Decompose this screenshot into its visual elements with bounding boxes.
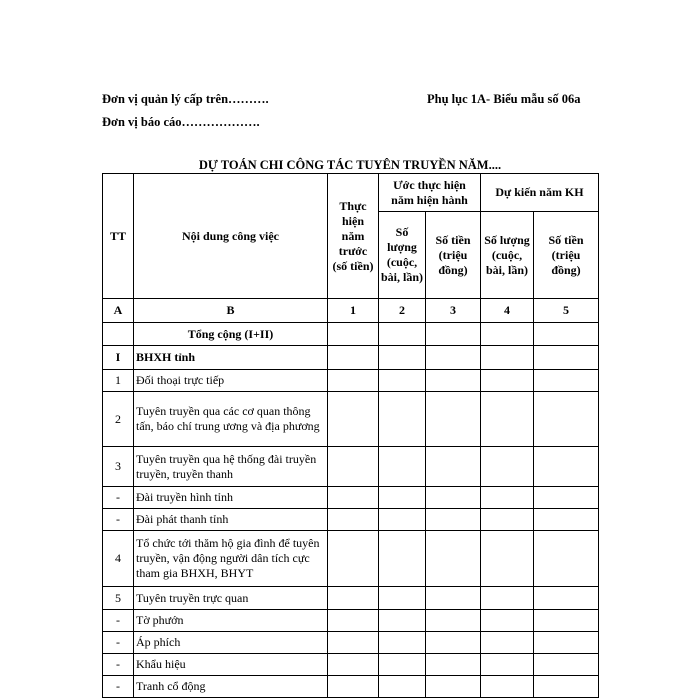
value-cell [534,509,599,531]
index-cell: B [134,299,328,323]
table-row [103,654,599,676]
value-cell [328,654,379,676]
row-tt-cell: 2 [103,392,134,447]
value-cell [481,370,534,392]
index-cell: 3 [426,299,481,323]
value-cell [426,610,481,632]
value-cell [379,447,426,487]
row-tt-cell: 3 [103,447,134,487]
table-row [103,632,599,654]
table-row [103,509,599,531]
value-cell [481,610,534,632]
value-cell [481,654,534,676]
col-header-money: Số tiền (triệu đồng) [426,212,481,299]
total-label: Tổng cộng (I+II) [134,323,328,346]
value-cell [379,610,426,632]
value-cell [481,531,534,587]
col-header-plan-money: Số tiền (triệu đồng) [534,212,599,299]
row-content-cell: Tổ chức tới thăm hộ gia đình để tuyên truyền, vận động người dân tích cực tham gia BHXH, BHYT [134,531,328,587]
row-tt-cell: - [103,610,134,632]
index-cell: 1 [328,299,379,323]
value-cell [426,632,481,654]
value-cell [426,509,481,531]
row-content-cell: Tuyên truyền trực quan [134,587,328,610]
row-tt-cell: 1 [103,370,134,392]
value-cell [534,654,599,676]
value-cell [328,610,379,632]
value-cell [426,392,481,447]
row-tt-cell: - [103,509,134,531]
col-header-estimate: Ước thực hiện năm hiện hành [379,174,481,212]
col-header-qty: Số lượng (cuộc, bài, lần) [379,212,426,299]
value-cell [379,632,426,654]
table-row [103,531,599,587]
col-header-plan: Dự kiến năm KH [481,174,599,212]
row-content-cell: Đối thoại trực tiếp [134,370,328,392]
budget-table [102,173,599,698]
value-cell [379,392,426,447]
value-cell [534,370,599,392]
row-content-cell: BHXH tỉnh [134,346,328,370]
value-cell [481,346,534,370]
value-cell [379,323,426,346]
value-cell [534,632,599,654]
value-cell [379,676,426,698]
value-cell [481,487,534,509]
superior-unit-label: Đơn vị quản lý cấp trên………. [102,92,269,106]
value-cell [426,676,481,698]
value-cell [481,509,534,531]
row-tt-cell: - [103,487,134,509]
row-content-cell: Áp phích [134,632,328,654]
value-cell [426,531,481,587]
col-header-prev-year: Thực hiện năm trước (số tiền) [328,174,379,299]
table-row [103,346,599,370]
value-cell [379,531,426,587]
value-cell [534,610,599,632]
value-cell [328,509,379,531]
table-row [103,676,599,698]
row-content-cell: Tranh cổ động [134,676,328,698]
form-title: DỰ TOÁN CHI CÔNG TÁC TUYÊN TRUYỀN NĂM.... [198,158,502,172]
value-cell [426,487,481,509]
value-cell [328,346,379,370]
total-tt-cell [103,323,134,346]
index-cell: 4 [481,299,534,323]
appendix-label: Phụ lục 1A- Biểu mẫu số 06a [427,92,581,106]
value-cell [534,676,599,698]
index-cell: A [103,299,134,323]
row-content-cell: Khẩu hiệu [134,654,328,676]
row-tt-cell: - [103,654,134,676]
value-cell [426,323,481,346]
index-cell: 2 [379,299,426,323]
reporting-unit-label: Đơn vị báo cáo………………. [102,115,260,129]
index-row [103,299,599,323]
value-cell [379,346,426,370]
table-row [103,447,599,487]
value-cell [426,370,481,392]
value-cell [328,447,379,487]
value-cell [426,654,481,676]
row-tt-cell: - [103,676,134,698]
value-cell [534,487,599,509]
value-cell [328,531,379,587]
value-cell [481,392,534,447]
value-cell [481,587,534,610]
row-content-cell: Tuyên truyền qua hệ thống đài truyền truyền, truyền thanh [134,447,328,487]
value-cell [534,346,599,370]
table-row [103,392,599,447]
value-cell [328,676,379,698]
col-header-tt: TT [103,174,134,299]
value-cell [534,323,599,346]
index-cell: 5 [534,299,599,323]
value-cell [481,676,534,698]
row-content-cell: Đài phát thanh tỉnh [134,509,328,531]
value-cell [481,632,534,654]
table-row [103,487,599,509]
value-cell [534,447,599,487]
row-tt-cell: 5 [103,587,134,610]
value-cell [328,632,379,654]
table-row [103,610,599,632]
row-content-cell: Đài truyền hình tỉnh [134,487,328,509]
row-tt-cell: 4 [103,531,134,587]
value-cell [328,323,379,346]
col-header-plan-qty: Số lượng (cuộc, bài, lần) [481,212,534,299]
value-cell [534,392,599,447]
value-cell [328,487,379,509]
value-cell [481,323,534,346]
value-cell [328,370,379,392]
value-cell [328,587,379,610]
col-header-content: Nội dung công việc [134,174,328,299]
value-cell [481,447,534,487]
header-row-1 [103,174,599,212]
value-cell [534,587,599,610]
total-row [103,323,599,346]
table-row [103,587,599,610]
value-cell [426,587,481,610]
value-cell [379,587,426,610]
value-cell [328,392,379,447]
row-content-cell: Tuyên truyền qua các cơ quan thông tấn, báo chí trung ương và địa phương [134,392,328,447]
value-cell [534,531,599,587]
value-cell [379,509,426,531]
value-cell [379,370,426,392]
value-cell [426,346,481,370]
row-tt-cell: - [103,632,134,654]
value-cell [379,487,426,509]
table-row [103,370,599,392]
value-cell [379,654,426,676]
row-tt-cell: I [103,346,134,370]
value-cell [426,447,481,487]
row-content-cell: Tờ phướn [134,610,328,632]
